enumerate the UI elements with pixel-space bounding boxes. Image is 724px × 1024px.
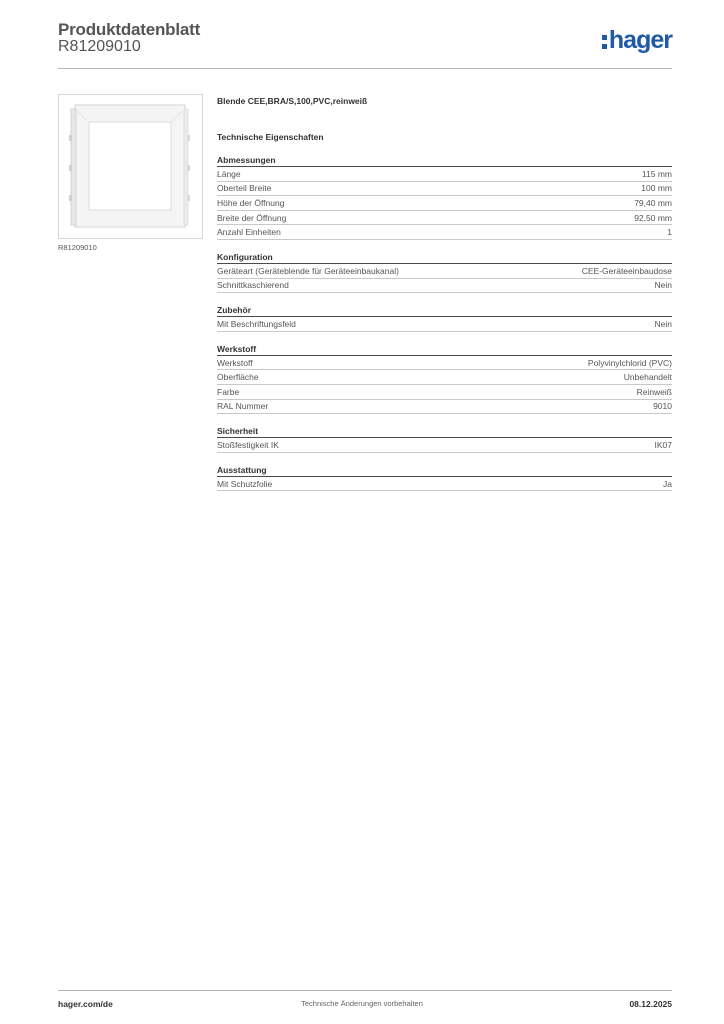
- property-row: [217, 182, 672, 197]
- property-label: Breite der Öffnung: [217, 212, 287, 223]
- property-label: Höhe der Öffnung: [217, 197, 285, 208]
- property-label: Farbe: [217, 386, 240, 397]
- property-value: 115 mm: [641, 168, 672, 179]
- property-value: Polyvinylchlorid (PVC): [587, 357, 672, 368]
- group-title: Abmessungen: [217, 155, 672, 167]
- logo-dots-icon: [602, 35, 607, 49]
- property-groups: [217, 155, 672, 491]
- image-caption: R81209010: [58, 243, 97, 252]
- header-divider: [58, 68, 672, 69]
- property-value: Reinweiß: [636, 386, 672, 397]
- property-row: [217, 167, 672, 182]
- property-group: [217, 465, 672, 492]
- page-title: Produktdatenblatt: [58, 20, 201, 39]
- property-value: Ja: [663, 478, 672, 489]
- property-row: [217, 477, 672, 492]
- property-label: Mit Beschriftungsfeld: [217, 318, 296, 329]
- section-heading: Technische Eigenschaften: [217, 132, 324, 142]
- property-label: Schnittkaschierend: [217, 280, 289, 291]
- property-row: [217, 385, 672, 400]
- property-value: 100 mm: [641, 183, 672, 194]
- article-number: R81209010: [58, 38, 141, 55]
- property-row: [217, 211, 672, 226]
- product-name: Blende CEE,BRA/S,100,PVC,reinweiß: [217, 96, 368, 106]
- footer-date: 08.12.2025: [629, 999, 672, 1009]
- property-value: 92,50 mm: [634, 212, 672, 223]
- cover-frame-icon: [59, 95, 202, 238]
- logo-text: hager: [608, 26, 672, 54]
- property-row: [217, 356, 672, 371]
- group-title: Konfiguration: [217, 252, 672, 264]
- property-label: Anzahl Einheiten: [217, 227, 281, 238]
- property-value: Unbehandelt: [623, 372, 672, 383]
- group-title: Zubehör: [217, 305, 672, 317]
- property-group: [217, 426, 672, 453]
- property-value: Nein: [654, 318, 672, 329]
- product-details: [217, 96, 672, 491]
- property-value: Nein: [654, 280, 672, 291]
- property-label: Werkstoff: [217, 357, 253, 368]
- property-group: [217, 344, 672, 414]
- property-group: [217, 305, 672, 332]
- group-title: Werkstoff: [217, 344, 672, 356]
- group-title: Sicherheit: [217, 426, 672, 438]
- property-label: Oberteil Breite: [217, 183, 272, 194]
- property-row: [217, 279, 672, 294]
- property-row: [217, 225, 672, 240]
- property-value: 9010: [653, 401, 672, 412]
- property-label: Geräteart (Geräteblende für Geräteeinbaukanal): [217, 265, 399, 276]
- property-row: [217, 264, 672, 279]
- property-label: Mit Schutzfolie: [217, 478, 273, 489]
- property-row: [217, 196, 672, 211]
- property-group: [217, 252, 672, 293]
- footer-divider: [58, 990, 672, 991]
- property-row: [217, 370, 672, 385]
- hager-logo: [602, 28, 672, 56]
- property-row: [217, 438, 672, 453]
- property-label: Oberfläche: [217, 372, 259, 383]
- property-value: 1: [667, 227, 672, 238]
- property-label: Stoßfestigkeit IK: [217, 439, 279, 450]
- property-value: 79,40 mm: [634, 197, 672, 208]
- property-row: [217, 317, 672, 332]
- product-image: [58, 94, 203, 239]
- property-row: [217, 400, 672, 415]
- footer-website: hager.com/de: [58, 999, 113, 1009]
- group-title: Ausstattung: [217, 465, 672, 477]
- property-value: IK07: [654, 439, 672, 450]
- footer-notice: Technische Änderungen vorbehalten: [301, 999, 423, 1008]
- property-group: [217, 155, 672, 240]
- property-label: RAL Nummer: [217, 401, 269, 412]
- property-value: CEE-Geräteeinbaudose: [581, 265, 672, 276]
- property-label: Länge: [217, 168, 241, 179]
